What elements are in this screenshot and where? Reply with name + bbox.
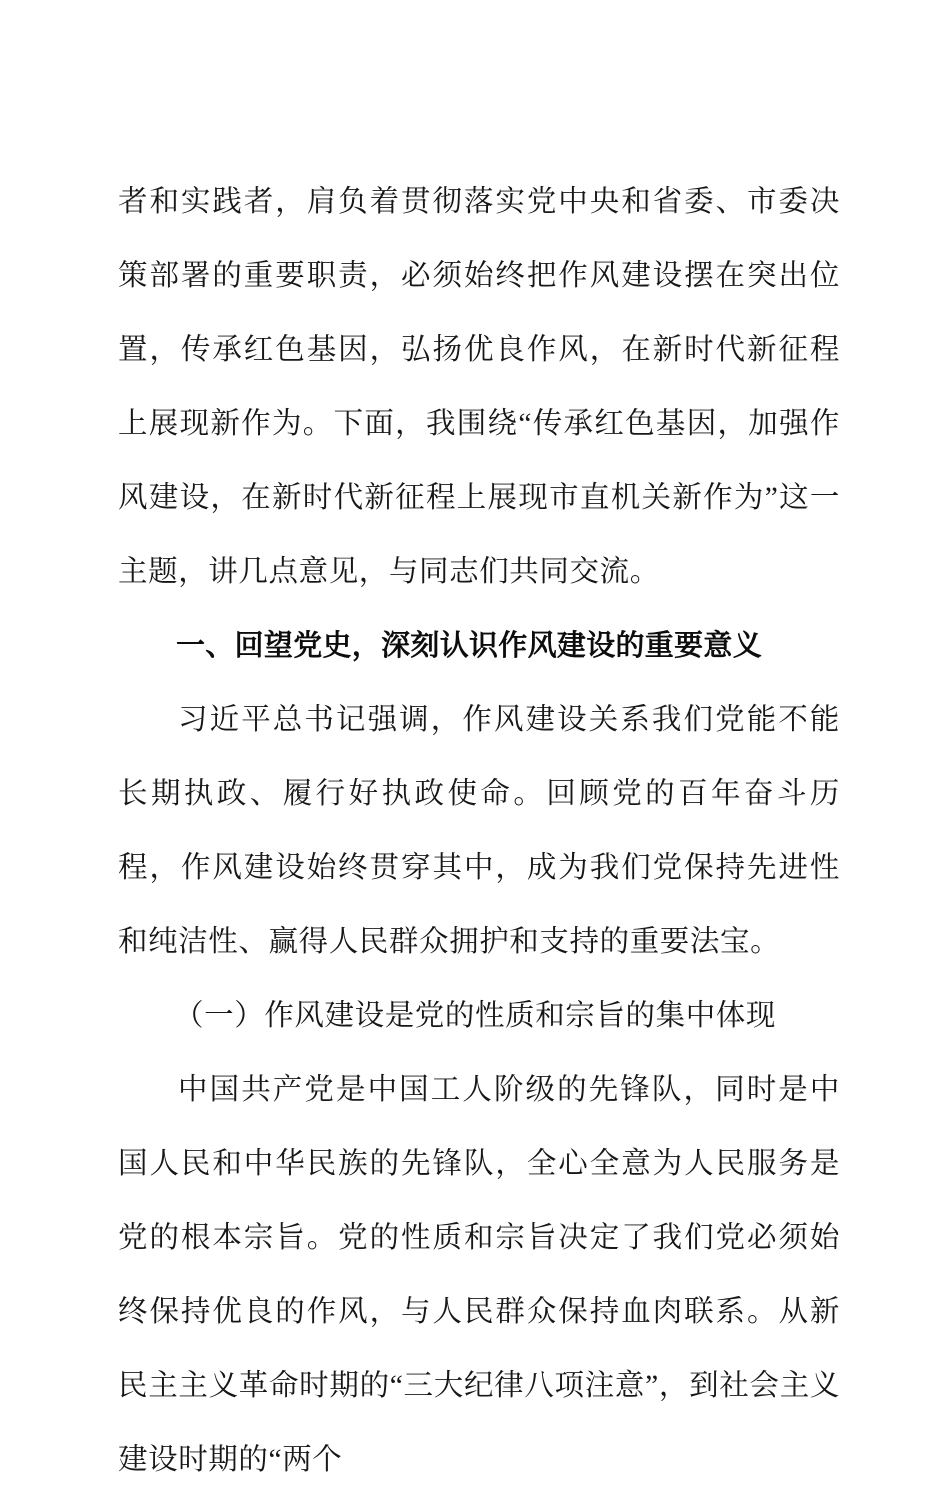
paragraph-section-one-intro: 习近平总书记强调，作风建设关系我们党能不能长期执政、履行好执政使命。回顾党的百年奋斗历程，作风建设始终贯穿其中，成为我们党保持先进性和纯洁性、赢得人民群众拥护和支持的重要法宝。 xyxy=(118,704,840,958)
section-heading-one: 一、回望党史，深刻认识作风建设的重要意义 xyxy=(176,630,763,662)
document-body xyxy=(118,165,840,1497)
paragraph-subsection-one-a-body: 中国共产党是中国工人阶级的先锋队，同时是中国人民和中华民族的先锋队，全心全意为人民服务是党的根本宗旨。党的性质和宗旨决定了我们党必须始终保持优良的作风，与人民群众保持血肉联系。从新民主主义革命时期的“三大纪律八项注意”，到社会主义建设时期的“两个 xyxy=(118,1074,840,1476)
paragraph-continuation: 者和实践者，肩负着贯彻落实党中央和省委、市委决策部署的重要职责，必须始终把作风建设摆在突出位置，传承红色基因，弘扬优良作风，在新时代新征程上展现新作为。下面，我围绕“传承红色基因，加强作风建设，在新时代新征程上展现市直机关新作为”这一主题，讲几点意见，与同志们共同交流。 xyxy=(118,186,840,588)
subsection-heading-one-a: （一）作风建设是党的性质和宗旨的集中体现 xyxy=(174,1000,777,1032)
